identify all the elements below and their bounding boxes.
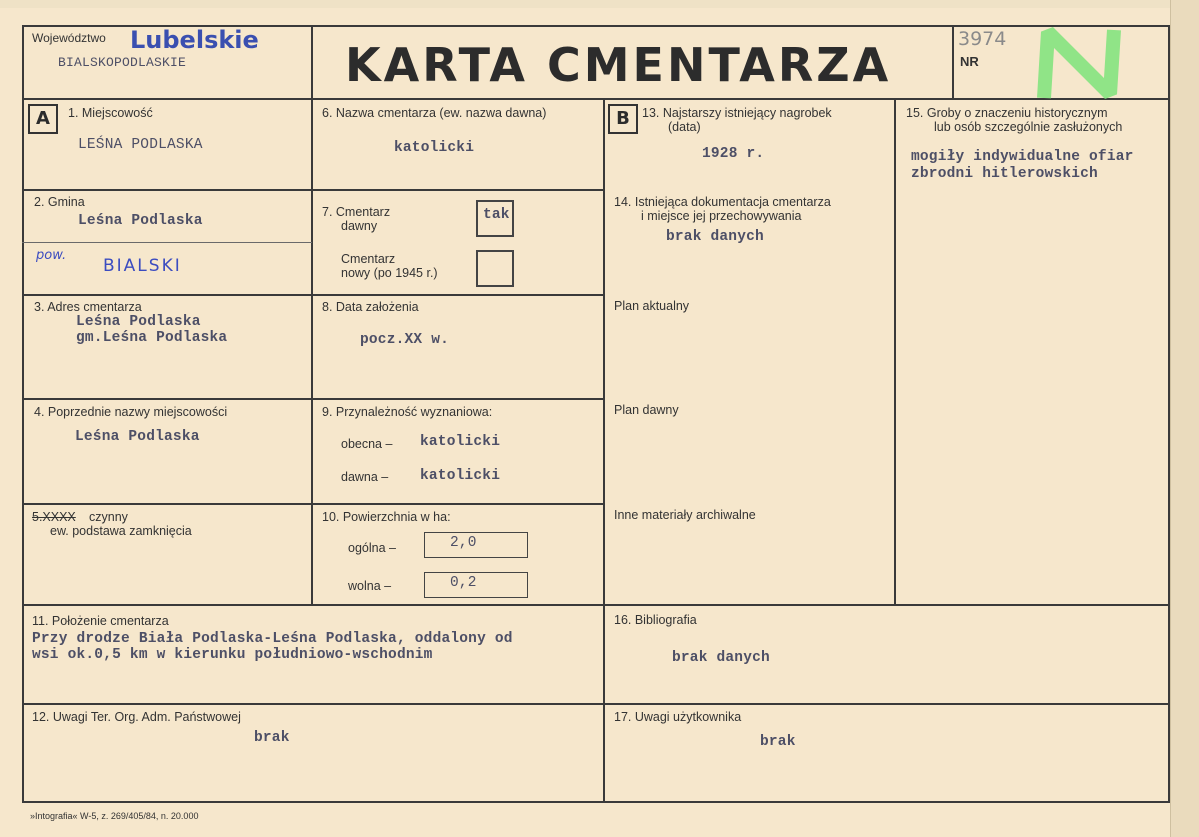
field-9-label: 9. Przynależność wyznaniowa: bbox=[322, 405, 493, 419]
field-1-value: LEŚNA PODLASKA bbox=[78, 137, 203, 153]
field-11-value-1: Przy drodze Biała Podlaska-Leśna Podlaska, oddalony od bbox=[32, 631, 513, 647]
wojewodztwo-typed: BIALSKOPODLASKIE bbox=[58, 55, 187, 70]
header-divider-2 bbox=[952, 25, 954, 98]
header-divider-1 bbox=[311, 25, 313, 98]
row-line bbox=[22, 398, 312, 400]
field-14-label-2: i miejsce jej przechowywania bbox=[641, 209, 802, 223]
field-10-label: 10. Powierzchnia w ha: bbox=[322, 510, 451, 524]
nr-pencil-number: 3974 bbox=[958, 28, 1007, 50]
field-17-value: brak bbox=[760, 734, 796, 750]
header-bottom-line bbox=[22, 98, 1170, 100]
row-line bbox=[312, 189, 604, 191]
field-12-label: 12. Uwagi Ter. Org. Adm. Państwowej bbox=[32, 710, 241, 724]
field-17-label: 17. Uwagi użytkownika bbox=[614, 710, 742, 724]
field-13-label-1: 13. Najstarszy istniejący nagrobek bbox=[642, 106, 832, 120]
row-line bbox=[22, 189, 312, 191]
field-16-value: brak danych bbox=[672, 650, 770, 666]
page-title: KARTA CMENTARZA bbox=[345, 38, 892, 92]
field-2-hand-value: BIALSKI bbox=[103, 256, 182, 276]
section-divider-line bbox=[22, 604, 1170, 606]
field-7-label: 7. Cmentarz bbox=[322, 205, 391, 219]
field-7-label-2: dawny bbox=[341, 219, 378, 233]
col-divider-c bbox=[894, 98, 896, 604]
row-line bbox=[22, 294, 312, 296]
paper-top-edge bbox=[0, 0, 1199, 8]
field-8-label: 8. Data założenia bbox=[322, 300, 419, 314]
field-12-value: brak bbox=[254, 730, 290, 746]
field-9-dawna-value: katolicki bbox=[420, 468, 501, 484]
field-10-ogolna-label: ogólna – bbox=[348, 541, 396, 555]
field-10-wolna-value: 0,2 bbox=[450, 575, 477, 591]
field-4-label: 4. Poprzednie nazwy miejscowości bbox=[34, 405, 228, 419]
printer-footer: »Intografia« W-5, z. 269/405/84, n. 20.000 bbox=[30, 811, 199, 821]
field-14-value: brak danych bbox=[666, 229, 764, 245]
field-9-obecna-value: katolicki bbox=[420, 434, 501, 450]
field-11-value-2: wsi ok.0,5 km w kierunku południowo-wschodnim bbox=[32, 647, 433, 663]
frame-left bbox=[22, 25, 24, 803]
field-15-value-2: zbrodni hitlerowskich bbox=[911, 166, 1098, 182]
field-4-value: Leśna Podlaska bbox=[75, 429, 200, 445]
row-11-12-divider bbox=[22, 703, 1170, 705]
field-8-value: pocz.XX w. bbox=[360, 332, 450, 348]
field-3-label: 3. Adres cmentarza bbox=[34, 300, 142, 314]
field-5-label-2: ew. podstawa zamknięcia bbox=[50, 524, 192, 538]
field-9-obecna-label: obecna – bbox=[341, 437, 393, 451]
field-16-label: 16. Bibliografia bbox=[614, 613, 697, 627]
col-divider-a bbox=[311, 98, 313, 604]
field-3-value-1: Leśna Podlaska bbox=[76, 314, 201, 330]
field-1-label: 1. Miejscowość bbox=[68, 106, 153, 120]
field-15-label-1: 15. Groby o znaczeniu historycznym bbox=[906, 106, 1108, 120]
row-line bbox=[312, 503, 604, 505]
field-7-nowy-label: Cmentarz bbox=[341, 252, 396, 266]
plan-aktualny-label: Plan aktualny bbox=[614, 299, 690, 313]
field-2-hand-prefix: pow. bbox=[36, 248, 67, 263]
field-9-dawna-label: dawna – bbox=[341, 470, 389, 484]
field-7-value: tak bbox=[483, 207, 510, 223]
field-3-value-2: gm.Leśna Podlaska bbox=[76, 330, 228, 346]
section-b-badge: B bbox=[608, 104, 638, 134]
row-line bbox=[22, 503, 312, 505]
field-6-value: katolicki bbox=[394, 140, 475, 156]
field-15-value-1: mogiły indywidualne ofiar bbox=[911, 149, 1134, 165]
section-a-badge: A bbox=[28, 104, 58, 134]
field-7-nowy-label-2: nowy (po 1945 r.) bbox=[341, 266, 438, 280]
frame-right bbox=[1168, 25, 1170, 803]
field-14-label-1: 14. Istniejąca dokumentacja cmentarza bbox=[614, 195, 831, 209]
row-line-thin bbox=[22, 242, 312, 243]
nr-label: NR bbox=[960, 54, 979, 69]
field-2-value: Leśna Podlaska bbox=[78, 213, 203, 229]
field-11-label: 11. Położenie cmentarza bbox=[32, 614, 169, 628]
field-2-label: 2. Gmina bbox=[34, 195, 85, 209]
cmentarz-nowy-checkbox bbox=[476, 250, 514, 287]
wojewodztwo-stamp: Lubelskie bbox=[130, 26, 259, 54]
field-5-prefix: 5.XXXX bbox=[32, 510, 76, 524]
frame-bottom bbox=[22, 801, 1170, 803]
field-6-label: 6. Nazwa cmentarza (ew. nazwa dawna) bbox=[322, 106, 547, 120]
field-13-label-2: (data) bbox=[668, 120, 701, 134]
field-15-label-2: lub osób szczególnie zasłużonych bbox=[934, 120, 1123, 134]
field-10-wolna-label: wolna – bbox=[348, 579, 392, 593]
plan-dawny-label: Plan dawny bbox=[614, 403, 679, 417]
row-line bbox=[312, 294, 604, 296]
row-line bbox=[312, 398, 604, 400]
field-10-ogolna-value: 2,0 bbox=[450, 535, 477, 551]
wojewodztwo-label: Województwo bbox=[32, 31, 106, 45]
col-divider-b bbox=[603, 98, 605, 801]
paper-right-edge bbox=[1170, 0, 1199, 837]
field-13-value: 1928 r. bbox=[702, 146, 765, 162]
field-5-label-1: czynny bbox=[89, 510, 128, 524]
inne-materialy-label: Inne materiały archiwalne bbox=[614, 508, 756, 522]
green-n-mark bbox=[1030, 24, 1130, 104]
